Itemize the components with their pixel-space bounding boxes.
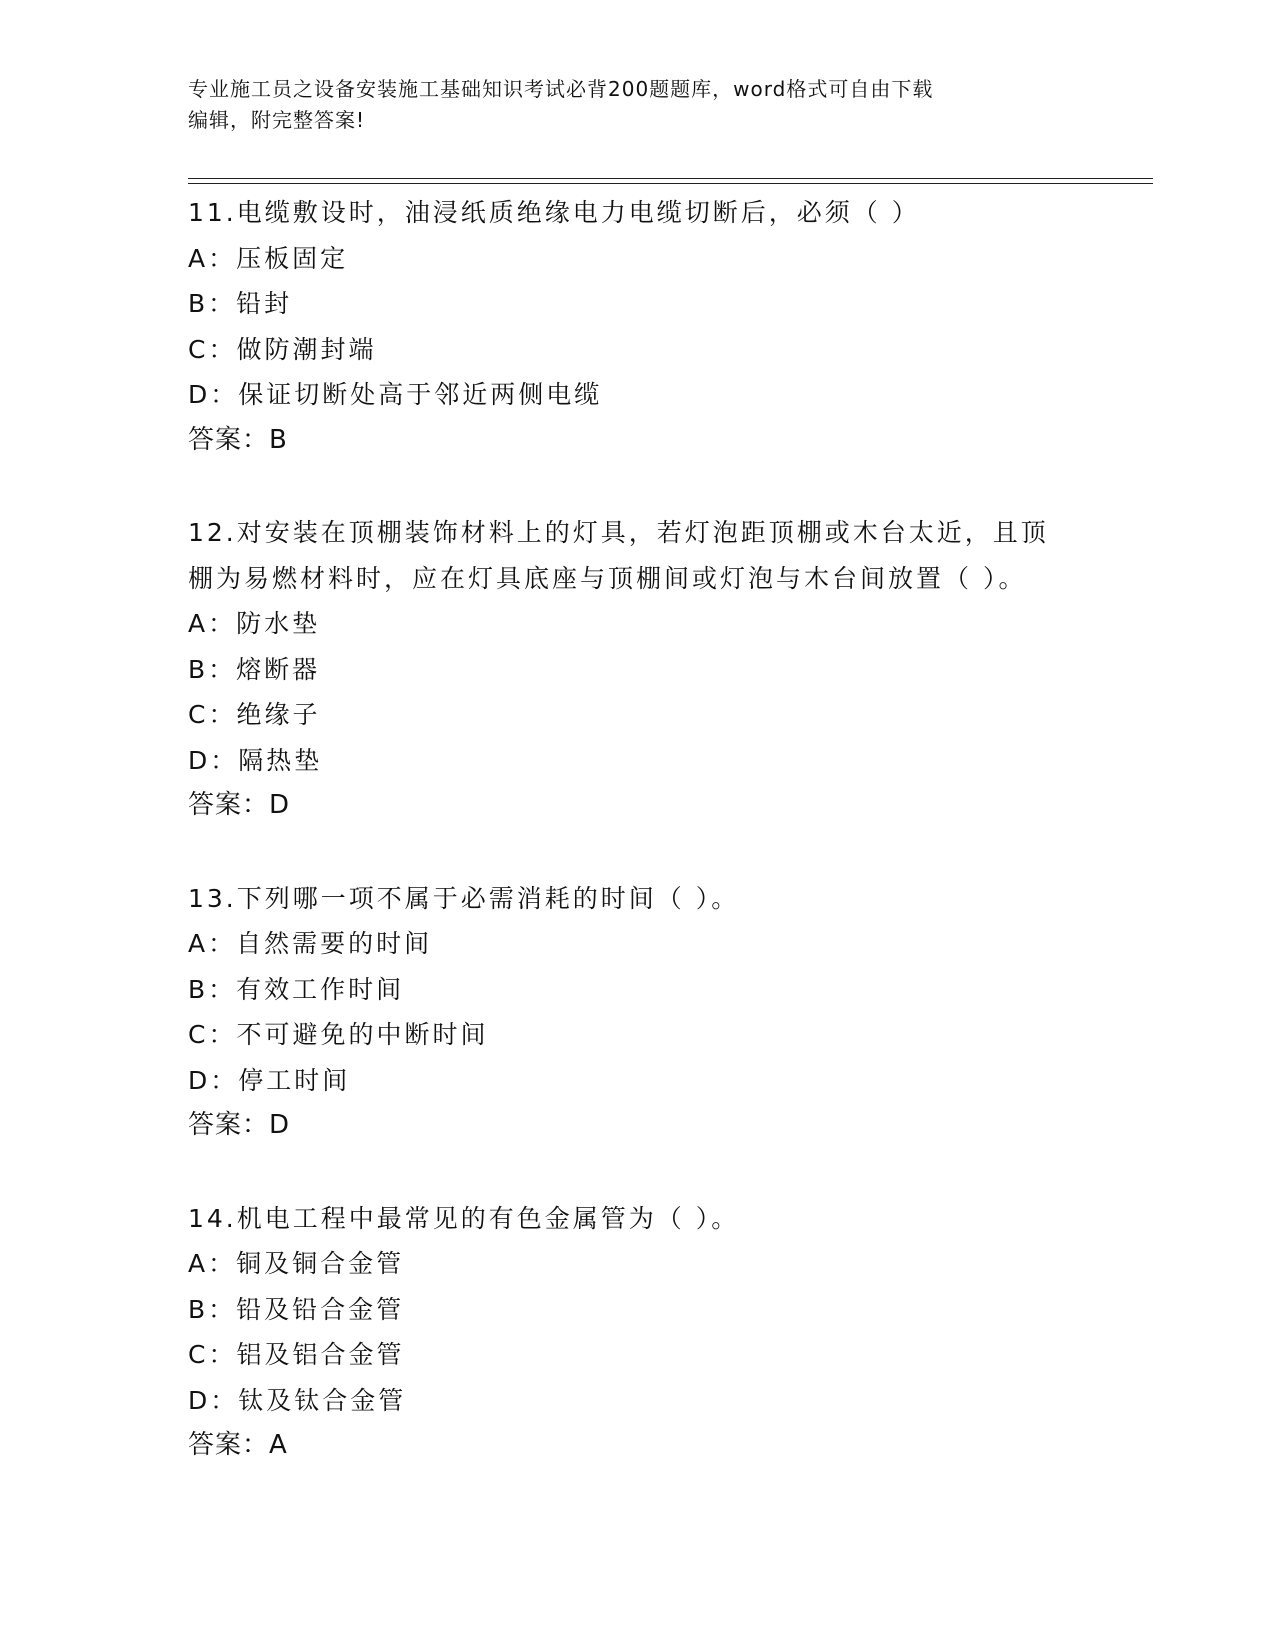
option-d: D：隔热垫 [188,745,323,775]
option-d: D：钛及钛合金管 [188,1385,407,1415]
question-13 [188,876,1088,1149]
option-b: B：铅及铅合金管 [188,1294,405,1324]
question-stem: 11.电缆敷设时，油浸纸质绝缘电力电缆切断后，必须（ ） [188,198,920,227]
option-b: B：有效工作时间 [188,974,405,1004]
option-b: B：铅封 [188,289,293,318]
option-d: D：保证切断处高于邻近两侧电缆 [188,380,603,409]
option-c: C：铝及铝合金管 [188,1340,405,1369]
header-line-2: 编辑，附完整答案! [188,108,366,132]
answer-line: 答案：B [188,424,288,455]
question-stem: 13.下列哪一项不属于必需消耗的时间（ ）。 [188,883,740,913]
question-stem: 14.机电工程中最常见的有色金属管为（ ）。 [188,1203,740,1233]
question-11 [188,190,1088,463]
option-a: A：自然需要的时间 [188,929,433,958]
question-stem-continued: 棚为易燃材料时，应在灯具底座与顶棚间或灯泡与木台间放置（ ）。 [188,563,1027,593]
question-12 [188,510,1088,829]
option-c: C：做防潮封端 [188,334,377,364]
option-a: A：压板固定 [188,243,349,273]
option-c: C：不可避免的中断时间 [188,1020,489,1049]
header-rule-top [188,178,1153,179]
option-d: D：停工时间 [188,1065,351,1095]
header-line-1: 专业施工员之设备安装施工基础知识考试必背200题题库，word格式可自由下载 [188,77,934,101]
answer-line: 答案：D [188,790,291,820]
question-stem: 12.对安装在顶棚装饰材料上的灯具，若灯泡距顶棚或木台太近，且顶 [188,518,1049,547]
option-b: B：熔断器 [188,654,321,684]
question-list [188,190,1088,1516]
header-rule-bottom [188,183,1153,184]
option-a: A：铜及铜合金管 [188,1249,405,1278]
question-14 [188,1196,1088,1469]
answer-line: 答案：A [188,1430,288,1460]
answer-line: 答案：D [188,1110,291,1140]
document-header [188,74,1088,136]
option-a: A：防水垫 [188,609,321,638]
option-c: C：绝缘子 [188,700,321,729]
